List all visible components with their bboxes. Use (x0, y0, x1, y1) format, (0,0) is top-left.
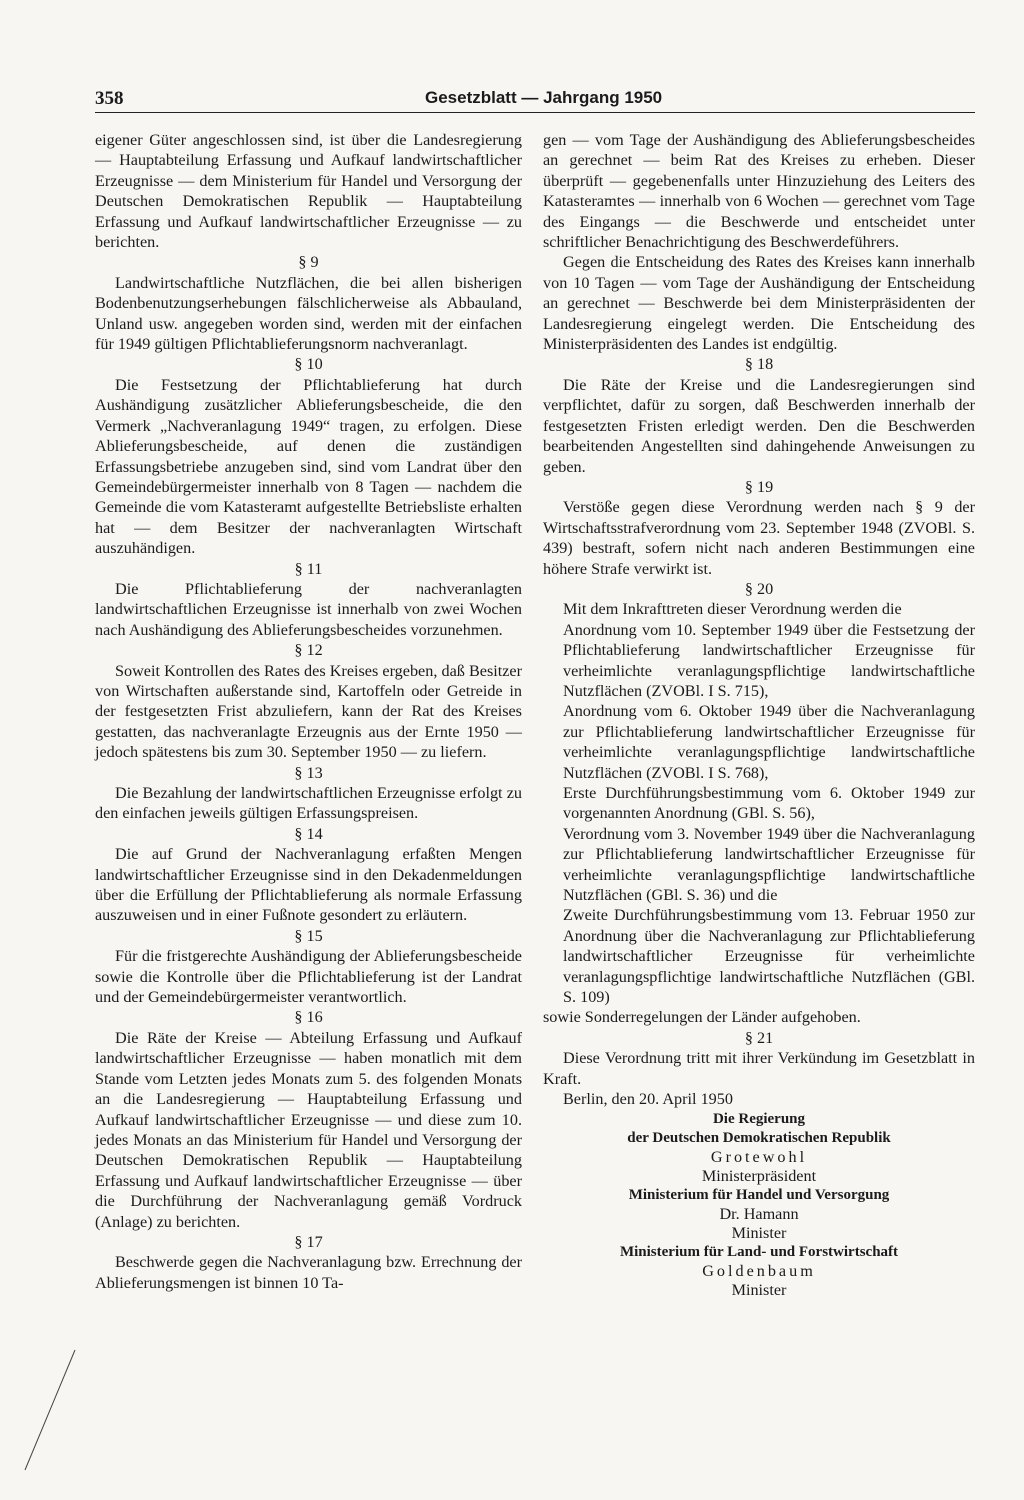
running-title: Gesetzblatt — Jahrgang 1950 (425, 88, 663, 107)
paragraph: sowie Sonderregelungen der Länder aufgehoben. (543, 1008, 861, 1027)
paragraph: Die Räte der Kreise und die Landesregierungen sind verpflichtet, dafür zu sorgen, daß Beschwerden innerhalb der festgesetzten Fristen erledigt werden. Den die Beschwerden bearbeitenden Angestellten sind dahingehende Anweisungen zu geben. (543, 375, 975, 476)
page-number: 358 (95, 88, 124, 109)
section-heading: § 12 (294, 641, 323, 660)
section-heading: § 11 (294, 559, 323, 578)
repealed-regulation-item: Anordnung vom 10. September 1949 über die Festsetzung der Pflichtablieferung landwirtschaftlicher Erzeugnisse für verheimlichte veranlagungspflichtige landwirtschaftliche Nutzflächen (ZVOBl. I S. 715), (563, 620, 975, 700)
signatory-institution: der Deutschen Demokratischen Republik (627, 1129, 891, 1146)
paragraph: Die auf Grund der Nachveranlagung erfaßten Mengen landwirtschaftlicher Erzeugnisse sind in den Dekadenmeldungen über die Erfüllung der Pflichtablieferung als normale Erfassung auszuweisen und in einer Fußnote gesondert zu erläutern. (95, 845, 522, 925)
paragraph: Landwirtschaftliche Nutzflächen, die bei allen bisherigen Bodenbenutzungserhebungen fälschlicherweise als Abbauland, Unland usw. angegeben worden sind, werden mit der einfachen für 1949 gültigen Pflichtablieferungsnorm nachveranlagt. (95, 273, 522, 354)
paragraph: Beschwerde gegen die Nachveranlagung bzw. Errechnung der Ablieferungsmengen ist binnen 10 Ta- (95, 1253, 522, 1292)
section-heading: § 15 (294, 926, 323, 945)
signatory-institution: Ministerium für Land- und Forstwirtschaft (619, 1243, 899, 1260)
section-heading: § 21 (744, 1028, 774, 1047)
paragraph: Die Räte der Kreise — Abteilung Erfassung und Aufkauf landwirtschaftlicher Erzeugnisse — haben monatlich mit dem Stande vom Letzten jedes Monats zum 5. des folgenden Monats an die Landesregierung — Hauptabteilung Erfassung und Aufkauf landwirtschaftlicher Erzeugnisse — und diese zum 10. jedes Monats an das Ministerium für Handel und Versorgung der Deutschen Demokratischen Republik — Hauptabteilung Erfassung und Aufkauf landwirtschaftlicher Erzeugnisse — über die Durchführung der Nachveranlagung gemäß Vordruck (Anlage) zu berichten. (95, 1028, 522, 1231)
signatory-institution: Ministerium für Handel und Versorgung (628, 1186, 890, 1203)
paragraph: Die Pflichtablieferung der nachveranlagten landwirtschaftlichen Erzeugnisse ist innerhalb von zwei Wochen nach Aushändigung des Ablieferungsbescheides vorzunehmen. (95, 579, 522, 639)
section-heading: § 17 (294, 1232, 323, 1251)
scan-pen-stroke (20, 1340, 80, 1480)
signatory-name: Grotewohl (710, 1147, 808, 1166)
paragraph: gen — vom Tage der Aushändigung des Ablieferungsbescheides an gerechnet — beim Rat des Kreises zu erheben. Dieser überprüft — gegebenenfalls unter Hinzuziehung des Leiters des Katasteramtes — innerhalb von 6 Wochen — gerechnet vom Tage des Eingangs — die Beschwerde und entscheidet unter schriftlicher Benachrichtigung des Beschwerdeführers. (543, 131, 975, 252)
repealed-regulation-item: Verordnung vom 3. November 1949 über die Nachveranlagung zur Pflichtablieferung landwirtschaftlicher Erzeugnisse für verheimlichte veranlagungspflichtige landwirtschaftliche Nutzflächen (GBl. S. 36) und die (563, 824, 975, 905)
section-heading: § 16 (294, 1008, 323, 1027)
signatory-name: Goldenbaum (702, 1261, 816, 1280)
paragraph: Diese Verordnung tritt mit ihrer Verkündung im Gesetzblatt in Kraft. (543, 1049, 975, 1088)
section-heading: § 20 (744, 579, 774, 598)
paragraph: Soweit Kontrollen des Rates des Kreises ergeben, daß Besitzer von Wirtschaften außerstande sind, Kartoffeln oder Getreide in der festgesetzten Frist abzuliefern, kann der Rat des Kreises gestatten, das nachveranlagte Erzeugnis aus der Ernte 1950 — jedoch spätestens bis zum 30. September 1950 — zu liefern. (95, 661, 522, 762)
right-column (543, 130, 975, 1300)
paragraph: Die Festsetzung der Pflichtablieferung hat durch Aushändigung zusätzlicher Ablieferungsbescheide, die den Vermerk „Nachveranlagung 1949“ tragen, zu erfolgen. Diese Ablieferungsbescheide, auf denen die zuständigen Erfassungsbetriebe anzugeben sind, sind vom Landrat über den Gemeindebürgermeister innerhalb von 8 Tagen — nachdem die Gemeinde die vom Katasteramt aufgestellte Betriebsliste erhalten hat — dem Besitzer der nachveranlagten Wirtschaft auszuhändigen. (95, 375, 522, 558)
signatory-title: Ministerpräsident (701, 1166, 817, 1185)
signatory-institution: Die Regierung (712, 1110, 806, 1127)
paragraph: Die Bezahlung der landwirtschaftlichen Erzeugnisse erfolgt zu den einfachen jeweils gültigen Erfassungspreisen. (95, 784, 522, 823)
repealed-regulation-item: Erste Durchführungsbestimmung vom 6. Oktober 1949 zur vorgenannten Anordnung (GBl. S. 56), (563, 784, 975, 823)
section-heading: § 9 (298, 253, 319, 272)
right-column-body (543, 130, 975, 1110)
repealed-regulation-item: Anordnung vom 6. Oktober 1949 über die Nachveranlagung zur Pflichtablieferung landwirtschaftlicher Erzeugnisse für verheimlichte veranlagungspflichtige landwirtschaftliche Nutzflächen (ZVOBl. I S. 768), (563, 702, 975, 782)
section-heading: § 10 (294, 355, 323, 374)
section-heading: § 14 (294, 824, 323, 843)
repealed-regulation-item: Zweite Durchführungsbestimmung vom 13. Februar 1950 zur Anordnung über die Nachveranlagung zur Pflichtablieferung landwirtschaftlicher Erzeugnisse für verheimlichte veranlagungspflichtige landwirtschaftliche Nutzflächen (GBl. S. 109) (563, 906, 975, 1007)
signature-block (543, 1110, 975, 1300)
signatory-title: Dr. Hamann (719, 1204, 799, 1223)
section-heading: § 19 (744, 477, 774, 496)
paragraph: Mit dem Inkrafttreten dieser Verordnung werden die (563, 600, 902, 619)
section-heading: § 13 (294, 763, 323, 782)
paragraph: eigener Güter angeschlossen sind, ist über die Landesregierung — Hauptabteilung Erfassung und Aufkauf landwirtschaftlicher Erzeugnisse — dem Ministerium für Handel und Versorgung der Deutschen Demokratischen Republik — Hauptabteilung Erfassung und Aufkauf landwirtschaftlicher Erzeugnisse — zu berichten. (95, 131, 522, 252)
paragraph: Verstöße gegen diese Verordnung werden nach § 9 der Wirtschaftsstrafverordnung vom 23. September 1948 (ZVOBl. S. 439) bestraft, sofern nicht nach anderen Bestimmungen eine höhere Strafe verwirkt ist. (543, 498, 975, 578)
signatory-title: Minister (731, 1223, 787, 1242)
signatory-title: Minister (731, 1280, 787, 1299)
section-heading: § 18 (744, 355, 774, 374)
paragraph: Für die fristgerechte Aushändigung der Ablieferungsbescheide sowie die Kontrolle über die Pflichtablieferung ist der Landrat und der Gemeindebürgermeister verantwortlich. (95, 947, 522, 1007)
left-column (95, 130, 522, 1293)
page-header (95, 86, 975, 113)
paragraph: Gegen die Entscheidung des Rates des Kreises kann innerhalb von 10 Tagen — vom Tage der Aushändigung der Entscheidung an gerechnet — Beschwerde bei dem Ministerpräsidenten der Landesregierung eingelegt werden. Die Entscheidung des Ministerpräsidenten des Landes ist endgültig. (543, 253, 975, 354)
paragraph: Berlin, den 20. April 1950 (563, 1090, 733, 1109)
